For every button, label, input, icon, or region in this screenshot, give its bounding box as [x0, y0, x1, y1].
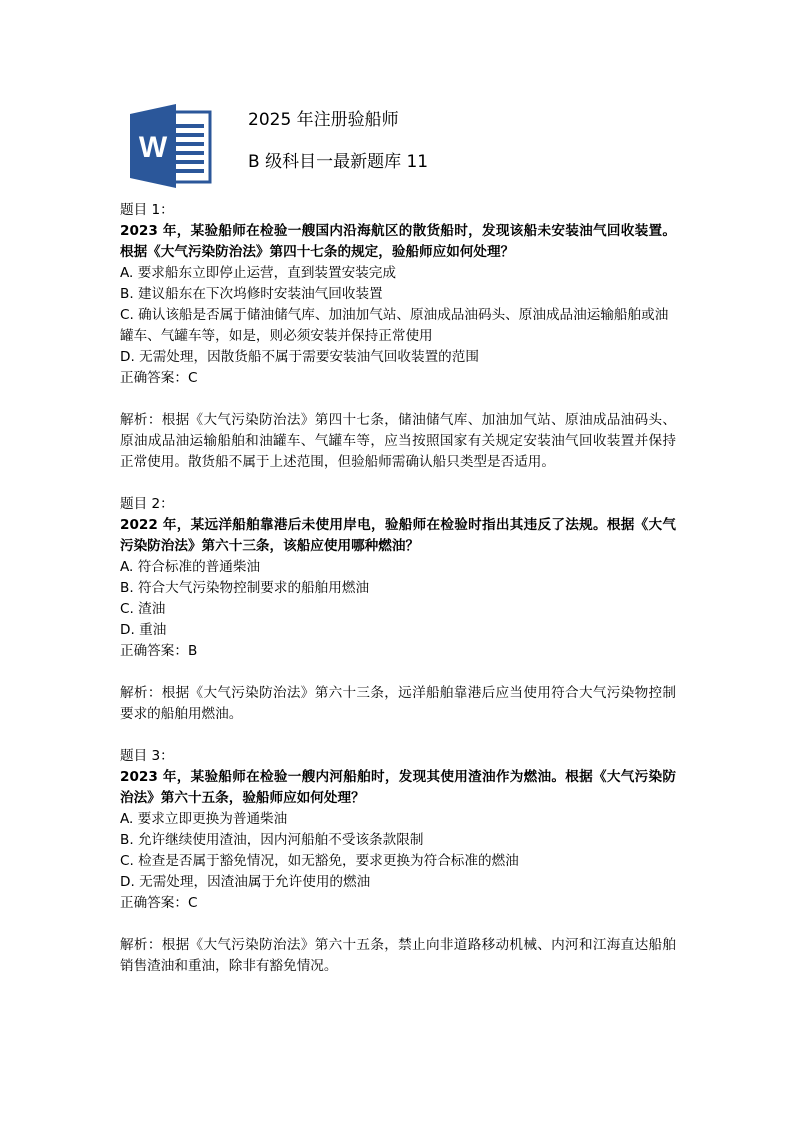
spacer — [120, 473, 676, 494]
option-a: A. 要求立即更换为普通柴油 — [120, 811, 288, 827]
spacer — [120, 662, 676, 683]
option-b: B. 符合大气污染物控制要求的船舶用燃油 — [120, 580, 370, 596]
option-d: D. 无需处理，因散货船不属于需要安装油气回收装置的范围 — [120, 349, 479, 365]
correct-answer: 正确答案：C — [120, 370, 198, 386]
document-header — [130, 104, 690, 194]
document-body — [120, 200, 676, 977]
word-document-icon — [130, 104, 212, 188]
explanation: 解析：根据《大气污染防治法》第六十三条，远洋船舶靠港后应当使用符合大气污染物控制要求的船舶用燃油。 — [120, 685, 676, 722]
option-c: C. 检查是否属于豁免情况，如无豁免，要求更换为符合标准的燃油 — [120, 853, 519, 869]
correct-answer: 正确答案：B — [120, 643, 198, 659]
question-label: 题目 2： — [120, 496, 174, 512]
option-c: C. 确认该船是否属于储油储气库、加油加气站、原油成品油码头、原油成品油运输船舶或油罐车、气罐车等，如是，则必须安装并保持正常使用 — [120, 307, 669, 344]
document-title-line1: 2025 年注册验船师 — [248, 110, 399, 130]
explanation: 解析：根据《大气污染防治法》第六十五条，禁止向非道路移动机械、内河和江海直达船舶销售渣油和重油，除非有豁免情况。 — [120, 937, 676, 974]
question-2 — [120, 494, 676, 746]
option-d: D. 无需处理，因渣油属于允许使用的燃油 — [120, 874, 371, 890]
option-b: B. 允许继续使用渣油，因内河船舶不受该条款限制 — [120, 832, 424, 848]
explanation: 解析：根据《大气污染防治法》第四十七条，储油储气库、加油加气站、原油成品油码头、原油成品油运输船舶和油罐车、气罐车等，应当按照国家有关规定安装油气回收装置并保持正常使用。散货船不属于上述范围，但验船师需确认船只类型是否适用。 — [120, 412, 676, 470]
correct-answer: 正确答案：C — [120, 895, 198, 911]
option-d: D. 重油 — [120, 622, 167, 638]
question-1 — [120, 200, 676, 494]
question-label: 题目 1： — [120, 202, 174, 218]
option-c: C. 渣油 — [120, 601, 166, 617]
question-stem: 2023 年，某验船师在检验一艘内河船舶时，发现其使用渣油作为燃油。根据《大气污染防治法》第六十五条，验船师应如何处理？ — [120, 769, 676, 806]
option-a: A. 符合标准的普通柴油 — [120, 559, 261, 575]
document-title-line2: B 级科目一最新题库 11 — [248, 152, 429, 172]
question-3 — [120, 746, 676, 977]
question-stem: 2023 年，某验船师在检验一艘国内沿海航区的散货船时，发现该船未安装油气回收装置。根据《大气污染防治法》第四十七条的规定，验船师应如何处理？ — [120, 223, 676, 260]
option-a: A. 要求船东立即停止运营，直到装置安装完成 — [120, 265, 396, 281]
svg-text:W: W — [138, 131, 168, 164]
spacer — [120, 389, 676, 410]
spacer — [120, 725, 676, 746]
spacer — [120, 914, 676, 935]
option-b: B. 建议船东在下次坞修时安装油气回收装置 — [120, 286, 383, 302]
question-stem: 2022 年，某远洋船舶靠港后未使用岸电，验船师在检验时指出其违反了法规。根据《大气污染防治法》第六十三条，该船应使用哪种燃油？ — [120, 517, 676, 554]
question-label: 题目 3： — [120, 748, 174, 764]
